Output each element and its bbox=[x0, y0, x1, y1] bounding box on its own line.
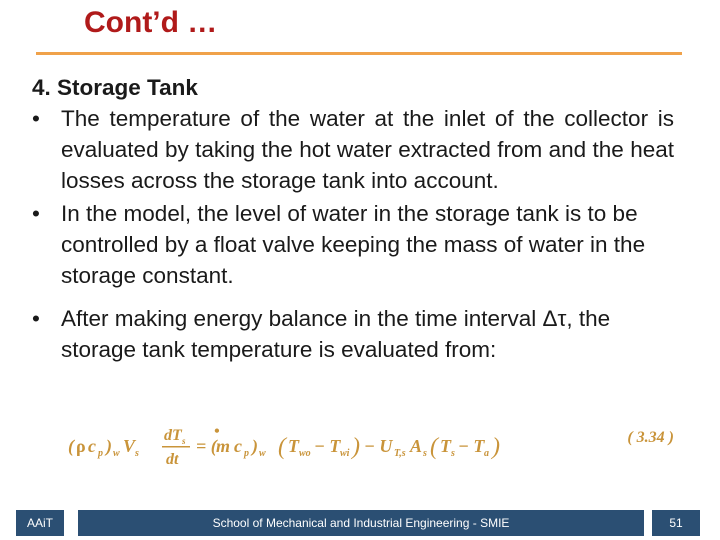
svg-text:w: w bbox=[113, 448, 120, 459]
svg-text:dT: dT bbox=[164, 427, 182, 444]
svg-text:s: s bbox=[135, 448, 139, 459]
svg-text:c: c bbox=[88, 436, 96, 456]
svg-text:wi: wi bbox=[340, 448, 350, 459]
slide-title: Cont’d … bbox=[84, 6, 218, 39]
equation-number: ( 3.34 ) bbox=[627, 429, 674, 446]
footer-school: School of Mechanical and Industrial Engineering - SMIE bbox=[78, 510, 644, 536]
svg-text:T: T bbox=[288, 436, 299, 456]
svg-text:T: T bbox=[440, 436, 451, 456]
svg-text:− U: − U bbox=[364, 436, 393, 456]
bullet-dot: • bbox=[32, 106, 40, 131]
svg-text:(: ( bbox=[430, 434, 438, 460]
svg-text:w: w bbox=[259, 448, 266, 459]
svg-text:): ) bbox=[492, 434, 500, 460]
svg-text:): ) bbox=[252, 436, 258, 456]
svg-text:s: s bbox=[423, 448, 427, 459]
slide-content bbox=[30, 72, 674, 365]
svg-text:s: s bbox=[451, 448, 455, 459]
svg-text:− T: − T bbox=[458, 436, 485, 456]
svg-text:(: ( bbox=[278, 434, 286, 460]
svg-text:− T: − T bbox=[314, 436, 341, 456]
bullet-text: In the model, the level of water in the storage tank is to be controlled by a float valve keeping the mass of water in the storage constant. bbox=[61, 201, 646, 288]
svg-text:): ) bbox=[352, 434, 360, 460]
bullet-item bbox=[30, 303, 674, 365]
footer-institution: AAiT bbox=[16, 510, 64, 536]
bullet-dot: • bbox=[32, 201, 40, 226]
footer-page-number: 51 bbox=[652, 510, 700, 536]
svg-text:c: c bbox=[234, 436, 242, 456]
bullet-dot: • bbox=[32, 306, 40, 331]
energy-balance-equation bbox=[68, 418, 678, 468]
bullet-item bbox=[30, 103, 674, 196]
title-divider bbox=[36, 52, 682, 55]
svg-text:s: s bbox=[182, 436, 186, 446]
bullet-text: After making energy balance in the time interval Δτ, the storage tank temperature is evaluated from: bbox=[61, 306, 611, 362]
svg-text:V: V bbox=[123, 436, 136, 456]
svg-text:A: A bbox=[410, 436, 423, 456]
svg-text:•: • bbox=[214, 426, 220, 440]
bullet-item bbox=[30, 198, 674, 291]
svg-text:): ) bbox=[106, 436, 112, 456]
svg-text:a: a bbox=[484, 448, 489, 459]
svg-text:T,s: T,s bbox=[394, 448, 406, 459]
bullet-text: The temperature of the water at the inlet of the collector is evaluated by taking the hot water extracted from and the heat losses across the storage tank into account. bbox=[61, 106, 674, 193]
svg-text:dt: dt bbox=[166, 451, 179, 468]
svg-text:p: p bbox=[98, 448, 103, 459]
svg-text:m: m bbox=[216, 436, 231, 456]
svg-text:wo: wo bbox=[299, 448, 311, 459]
svg-text:= (: = ( bbox=[196, 436, 217, 456]
svg-text:(: ( bbox=[68, 436, 74, 456]
equation-image bbox=[68, 426, 588, 470]
svg-text:ρ: ρ bbox=[76, 436, 86, 456]
section-heading: 4. Storage Tank bbox=[32, 75, 198, 100]
svg-text:p: p bbox=[244, 448, 249, 459]
